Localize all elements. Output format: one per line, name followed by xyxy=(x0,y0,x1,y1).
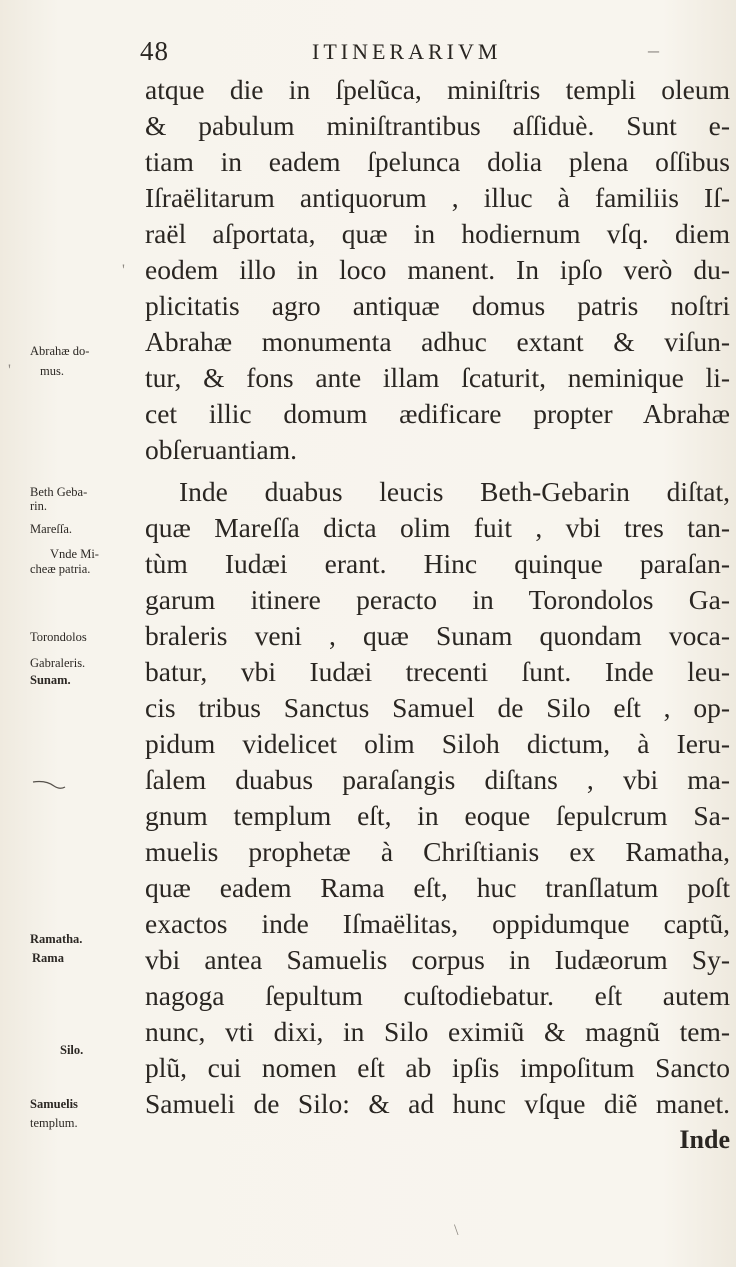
text-line: cis tribus Sanctus Samuel de Silo eſt , op- xyxy=(145,692,730,723)
margin-note: Samuelis xyxy=(30,1097,78,1111)
page-header xyxy=(140,36,700,66)
text-line: tur, & fons ante illam ſcaturit, neminique li- xyxy=(145,362,730,393)
text-line: Abrahæ monumenta adhuc extant & viſun- xyxy=(145,326,730,357)
text-line: raël aſportata, quæ in hodiernum vſq. diem xyxy=(145,218,730,249)
text-line: eodem illo in loco manent. In ipſo verò du- xyxy=(145,254,730,285)
margin-note: Vnde Mi- xyxy=(50,547,99,561)
text-line: nunc, vti dixi, in Silo eximiũ & magnũ tem- xyxy=(145,1016,730,1047)
text-line: quæ Mareſſa dicta olim fuit , vbi tres tan- xyxy=(145,512,730,543)
text-line: cet illic domum ædificare propter Abrahæ xyxy=(145,398,730,429)
running-head: ITINERARIVM xyxy=(312,39,502,64)
ink-speck: \ xyxy=(454,1222,459,1239)
text-line: Iſraëlitarum antiquorum , illuc à familiis Iſ- xyxy=(145,182,730,213)
page-number: 48 xyxy=(140,36,169,66)
margin-note: mus. xyxy=(40,364,64,378)
printer-ornament xyxy=(32,778,66,792)
text-line: batur, vbi Iudæi trecenti ſunt. Inde leu- xyxy=(145,656,730,687)
ink-speck: ' xyxy=(8,362,11,379)
text-line: obſeruantiam. xyxy=(145,434,297,465)
margin-note: Silo. xyxy=(60,1043,84,1057)
margin-note: rin. xyxy=(30,499,48,513)
text-line: Samueli de Silo: & ad hunc vſque diẽ manet. xyxy=(145,1088,730,1119)
margin-note: Rama xyxy=(32,951,64,965)
text-line: ſalem duabus paraſangis diſtans , vbi ma- xyxy=(145,764,730,795)
text-line: garum itinere peracto in Torondolos Ga- xyxy=(145,584,730,615)
margin-note: Beth Geba- xyxy=(30,485,88,499)
text-line: atque die in ſpelũca, miniſtris templi oleum xyxy=(145,74,730,105)
margin-note: Sunam. xyxy=(30,673,71,687)
text-line: plicitatis agro antiquæ domus patris noſtri xyxy=(145,290,730,321)
margin-note: Torondolos xyxy=(30,630,87,644)
text-line: tùm Iudæi erant. Hinc quinque paraſan- xyxy=(145,548,730,579)
margin-note: Abrahæ do- xyxy=(30,344,90,358)
margin-note: cheæ patria. xyxy=(30,562,91,576)
text-line: vbi antea Samuelis corpus in Iudæorum Sy- xyxy=(145,944,730,975)
text-line: muelis prophetæ à Chriſtianis ex Ramatha, xyxy=(145,836,730,867)
margin-note: templum. xyxy=(30,1116,78,1130)
text-line: plũ, cui nomen eſt ab ipſis impoſitum Sancto xyxy=(145,1052,730,1083)
text-line: pidum videlicet olim Siloh dictum, à Ieru- xyxy=(145,728,730,759)
text-line: & pabulum miniſtrantibus aſſiduè. Sunt e- xyxy=(145,110,730,141)
ink-speck: ' xyxy=(122,262,125,279)
text-line: exactos inde Iſmaëlitas, oppidumque captũ, xyxy=(145,908,730,939)
margin-note: Mareſſa. xyxy=(30,522,72,536)
text-line: nagoga ſepultum cuſtodiebatur. eſt autem xyxy=(145,980,730,1011)
text-line: gnum templum eſt, in eoque ſepulcrum Sa- xyxy=(145,800,730,831)
text-line: braleris veni , quæ Sunam quondam voca- xyxy=(145,620,730,651)
catchword: Inde xyxy=(679,1125,730,1154)
text-line: tiam in eadem ſpelunca dolia plena oſſibus xyxy=(145,146,730,177)
margin-note: Gabraleris. xyxy=(30,656,86,670)
text-line: quæ eadem Rama eſt, huc tranſlatum poſt xyxy=(145,872,730,903)
text-line: Inde duabus leucis Beth-Gebarin diſtat, xyxy=(179,476,730,507)
margin-note: Ramatha. xyxy=(30,932,83,946)
ink-mark: – xyxy=(648,37,659,62)
